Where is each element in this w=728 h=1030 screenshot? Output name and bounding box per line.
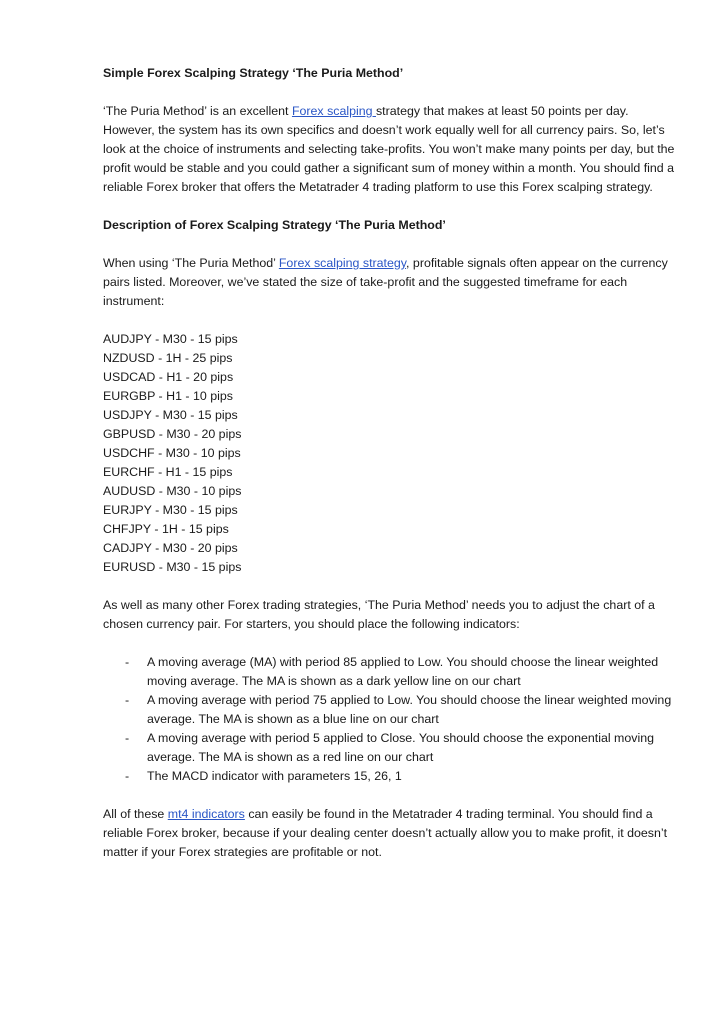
closing-text-end: can easily be found in the Metatrader 4 trading terminal. You should find a reliable Forex broker, because if your dealing center doesn’t actually allow you to make profit, it doesn’t matter if your Forex strategies are profitable or not. [103,807,668,859]
indicators-list [103,653,683,786]
currency-pair-item: EURUSD - M30 - 15 pips [103,560,242,574]
indicator-item [103,653,683,691]
currency-pairs-list [103,330,683,577]
bullet-dash: - [125,731,130,745]
indicator-item [103,729,683,767]
currency-pair-item: CADJPY - M30 - 20 pips [103,541,238,555]
description-text-end: , profitable signals often appear on the currency pairs listed. Moreover, we’ve stated the size of take-profit and the suggested timeframe for each instrument: [103,256,668,308]
currency-pair-item: USDCHF - M30 - 10 pips [103,446,241,460]
indicator-text: A moving average with period 75 applied to Low. You should choose the linear weighted moving average. The MA is shown as a blue line on our chart [147,693,672,726]
currency-pair-item: AUDJPY - M30 - 15 pips [103,332,238,346]
currency-pair-item: NZDUSD - 1H - 25 pips [103,351,233,365]
intro-paragraph [103,102,683,197]
closing-text-start: All of these [103,807,168,821]
indicator-text: A moving average (MA) with period 85 applied to Low. You should choose the linear weighted moving average. The MA is shown as a dark yellow line on our chart [147,655,659,688]
forex-scalping-link[interactable]: Forex scalping [291,104,376,118]
intro-text-end: strategy that makes at least 50 points per day. However, the system has its own specifics and doesn’t work equally well for all currency pairs. So, let’s look at the choice of instruments and selecting take-profits. You won’t make many points per day, but the profit would be stable and you could gather a significant sum of money within a month. You should find a reliable Forex broker that offers the Metatrader 4 trading platform to use this Forex scalping strategy. [103,104,675,194]
indicator-text: A moving average with period 5 applied to Close. You should choose the exponential moving average. The MA is shown as a red line on our chart [147,731,654,764]
mt4-indicators-link[interactable]: mt4 indicators [167,807,245,821]
description-paragraph [103,254,683,311]
currency-pair-item: USDCAD - H1 - 20 pips [103,370,234,384]
indicator-item [103,691,683,729]
currency-pair-item: EURGBP - H1 - 10 pips [103,389,233,403]
currency-pair-item: CHFJPY - 1H - 15 pips [103,522,229,536]
currency-pair-item: AUDUSD - M30 - 10 pips [103,484,242,498]
currency-pair-item: GBPUSD - M30 - 20 pips [103,427,242,441]
indicator-item [103,767,683,786]
page-title: Simple Forex Scalping Strategy ‘The Puria Method’ [103,66,404,80]
currency-pair-item: EURJPY - M30 - 15 pips [103,503,238,517]
currency-pair-item: EURCHF - H1 - 15 pips [103,465,233,479]
closing-paragraph [103,805,683,862]
intro-text-start: ‘The Puria Method’ is an excellent [103,104,292,118]
document-page [103,64,683,881]
description-text-start: When using ‘The Puria Method’ [103,256,279,270]
bullet-dash: - [125,655,130,669]
bullet-dash: - [125,693,130,707]
bullet-dash: - [125,769,130,783]
indicators-intro-paragraph: As well as many other Forex trading strategies, ‘The Puria Method’ needs you to adjust the chart of a chosen currency pair. For starters, you should place the following indicators: [103,598,655,631]
currency-pair-item: USDJPY - M30 - 15 pips [103,408,238,422]
forex-scalping-strategy-link[interactable]: Forex scalping strategy [278,256,407,270]
description-heading: Description of Forex Scalping Strategy ‘The Puria Method’ [103,218,446,232]
indicator-text: The MACD indicator with parameters 15, 26, 1 [147,769,402,783]
